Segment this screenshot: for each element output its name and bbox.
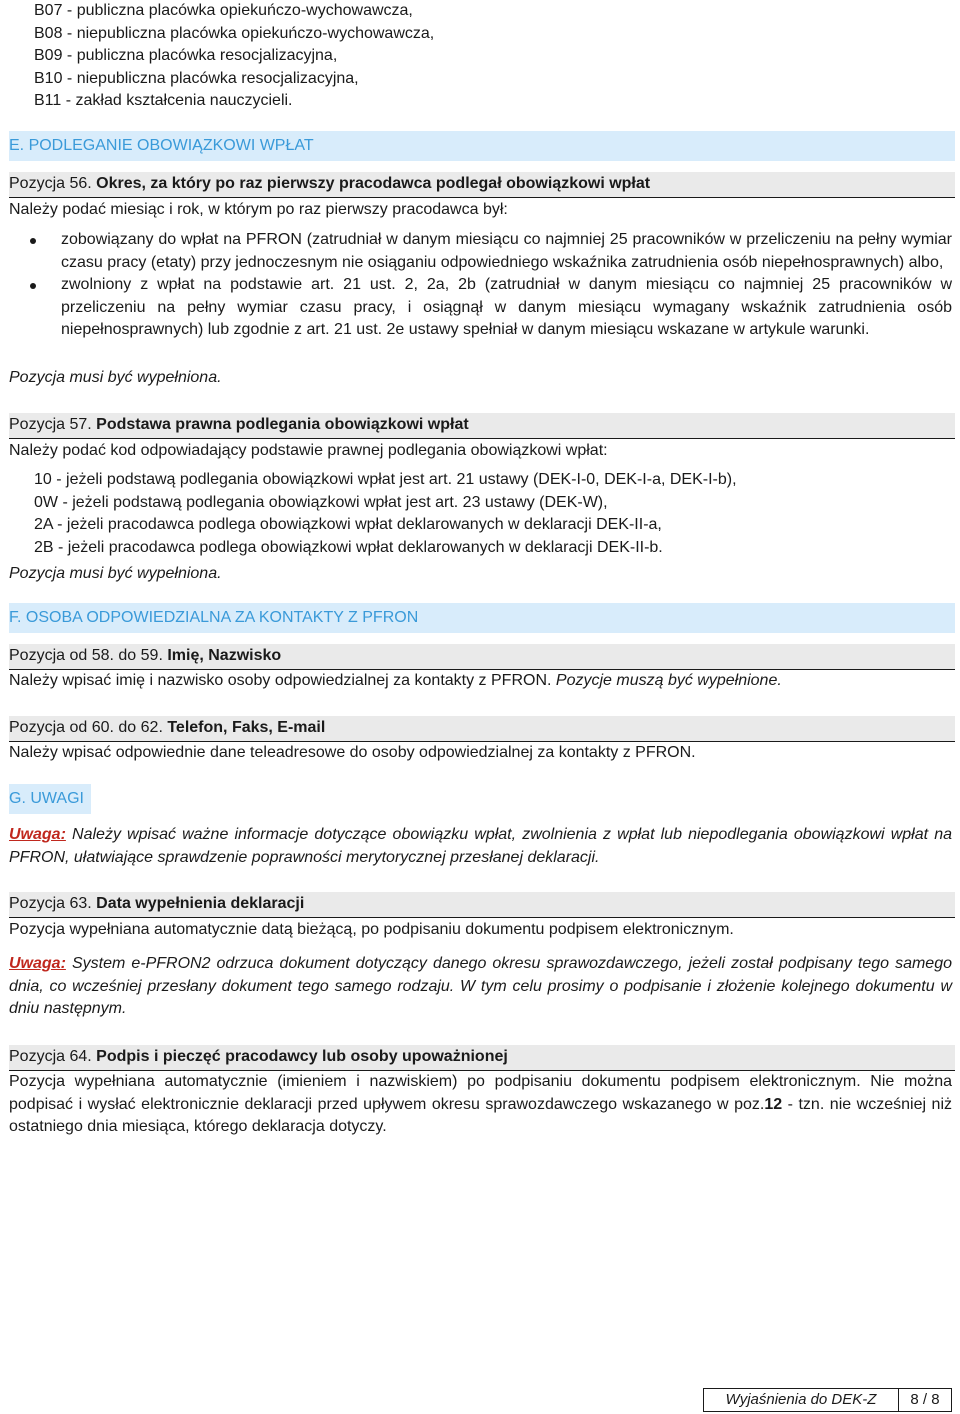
position-title: Okres, za który po raz pierwszy pracodawca podlegał obowiązkowi wpłat	[96, 175, 651, 192]
footer-label: Wyjaśnienia do DEK-Z	[704, 1389, 899, 1411]
section-f-heading: F. OSOBA ODPOWIEDZIALNA ZA KONTAKTY Z PFRON	[9, 603, 955, 633]
pos56-note: Pozycja musi być wypełniona.	[9, 369, 222, 386]
list-item: B10 - niepubliczna placówka resocjalizacyjna,	[34, 69, 359, 87]
list-item: B11 - zakład kształcenia nauczycieli.	[34, 92, 293, 109]
uwaga-2: Uwaga: System e-PFRON2 odrzuca dokument dotyczący danego okresu sprawozdawczego, jeżeli został podpisany tego samego dnia, co wcześniej przesłany dokument tego samego rodzaju. W tym celu prosimy o podpisanie i złożenie kolejnego dokumentu w dniu następnym.	[9, 955, 952, 1017]
position-number: Pozycja 64.	[9, 1048, 92, 1065]
position-title: Podpis i pieczęć pracodawcy lub osoby upoważnionej	[96, 1048, 508, 1065]
position-title: Imię, Nazwisko	[167, 647, 282, 664]
position-reference: 12	[764, 1095, 783, 1113]
pos63-heading	[9, 892, 955, 918]
pos57-heading	[9, 413, 955, 439]
pos58-note: Pozycje muszą być wypełnione.	[555, 672, 782, 689]
position-number: Pozycja 57.	[9, 416, 92, 433]
list-item: 10 - jeżeli podstawą podlegania obowiązkowi wpłat jest art. 21 ustawy (DEK-I-0, DEK-I-a, DEK-I-b),	[34, 471, 737, 488]
pos60-text: Należy wpisać odpowiednie dane teleadresowe do osoby odpowiedzialnej za kontakty z PFRON.	[9, 744, 696, 761]
pos57-note: Pozycja musi być wypełniona.	[9, 565, 222, 582]
position-number: Pozycja 63.	[9, 895, 92, 912]
section-e-heading: E. PODLEGANIE OBOWIĄZKOWI WPŁAT	[9, 131, 955, 161]
list-item: B07 - publiczna placówka opiekuńczo-wychowawcza,	[34, 2, 413, 19]
pos56-bullets	[9, 229, 952, 342]
institution-code-list	[34, 0, 952, 113]
pos56-intro: Należy podać miesiąc i rok, w którym po raz pierwszy pracodawca był:	[9, 201, 508, 218]
position-number: Pozycja od 58. do 59.	[9, 647, 163, 664]
pos58-text: Należy wpisać imię i nazwisko osoby odpowiedzialnej za kontakty z PFRON. Pozycje muszą być wypełnione.	[9, 672, 782, 689]
section-g-heading: G. UWAGI	[9, 784, 91, 814]
list-item: 0W - jeżeli podstawą podlegania obowiązkowi wpłat jest art. 23 ustawy (DEK-W),	[34, 493, 608, 511]
pos63-text: Pozycja wypełniana automatycznie datą bieżącą, po podpisaniu dokumentu podpisem elektronicznym.	[9, 921, 734, 938]
position-number: Pozycja 56.	[9, 175, 92, 192]
page-number: 8 / 8	[910, 1391, 940, 1408]
uwaga-1: Uwaga: Należy wpisać ważne informacje dotyczące obowiązku wpłat, zwolnienia z wpłat lub niepodlegania obowiązkowi wpłat na PFRON, ułatwiające sprawdzenie poprawności merytorycznej przesłanej deklaracji.	[9, 826, 952, 866]
list-item: 2B - jeżeli pracodawca podlega obowiązkowi wpłat deklarowanych w deklaracji DEK-II-b.	[34, 538, 663, 556]
uwaga-label: Uwaga:	[9, 826, 66, 843]
list-item: 2A - jeżeli pracodawca podlega obowiązkowi wpłat deklarowanych w deklaracji DEK-II-a,	[34, 516, 662, 533]
position-number: Pozycja od 60. do 62.	[9, 719, 163, 736]
list-item: B08 - niepubliczna placówka opiekuńczo-wychowawcza,	[34, 24, 435, 42]
uwaga-label: Uwaga:	[9, 955, 66, 972]
pos60-heading	[9, 716, 955, 742]
pos64-heading	[9, 1045, 955, 1071]
list-item: B09 - publiczna placówka resocjalizacyjna,	[34, 47, 338, 64]
position-title: Telefon, Faks, E-mail	[167, 719, 326, 736]
bullet-item: zobowiązany do wpłat na PFRON (zatrudniał w danym miesiącu co najmniej 25 pracowników w przeliczeniu na pełny wymiar czasu pracy (etaty) przy jednoczesnym nie osiąganiu odpowiedniego wskaźnika zatrudnienia osób niepełnosprawnych) albo,	[9, 229, 952, 274]
position-title: Podstawa prawna podlegania obowiązkowi wpłat	[96, 416, 469, 433]
pos56-heading	[9, 172, 955, 198]
pos57-intro: Należy podać kod odpowiadający podstawie prawnej podlegania obowiązkowi wpłat:	[9, 442, 608, 459]
pos64-text: Pozycja wypełniana automatycznie (imieniem i nazwiskiem) po podpisaniu dokumentu podpisem elektronicznym. Nie można podpisać i wysłać elektronicznie deklaracji przed upływem okresu sprawozdawczego wskazanego w poz.12 - tzn. nie wcześniej niż ostatniego dnia miesiąca, którego deklaracja dotyczy.	[9, 1073, 952, 1135]
pos57-code-list	[34, 469, 952, 559]
page-footer	[703, 1388, 952, 1412]
pos58-heading	[9, 644, 955, 670]
position-title: Data wypełnienia deklaracji	[96, 895, 305, 912]
bullet-item: zwolniony z wpłat na podstawie art. 21 ust. 2, 2a, 2b (zatrudniał w danym miesiącu co najmniej 25 pracowników w przeliczeniu na pełny wymiar czasu pracy, i osiągnął w danym miesiącu wymagany wskaźnik zatrudnienia osób niepełnosprawnych) lub zgodnie z art. 21 ust. 2e ustawy spełniał w danym miesiącu wskazane w artykule warunki.	[9, 274, 952, 342]
